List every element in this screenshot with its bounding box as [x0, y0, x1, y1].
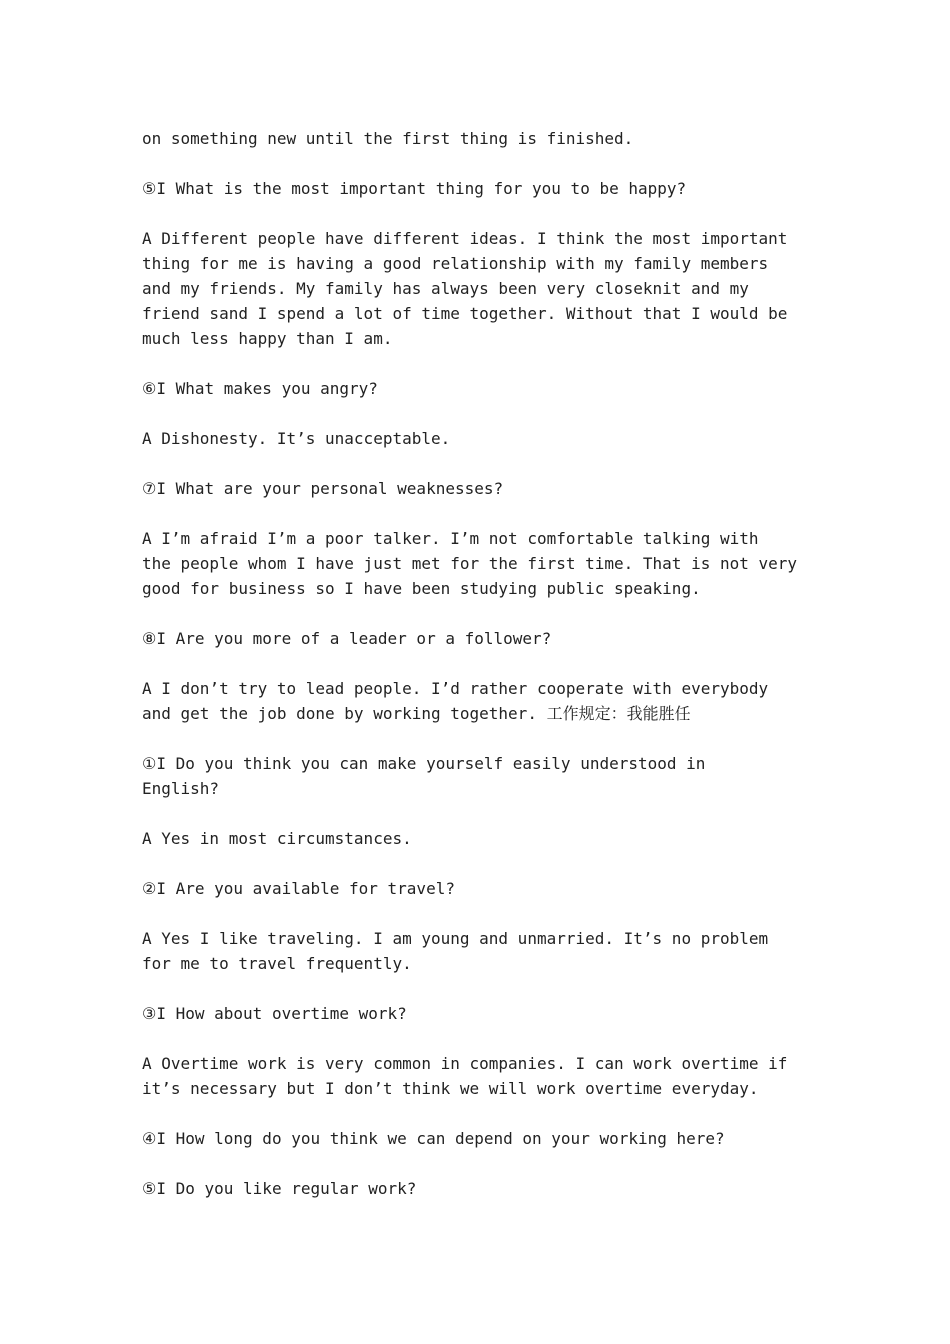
text-line: A Dishonesty. It’s unacceptable. — [142, 429, 451, 448]
text-line: and my friends. My family has always been very closeknit and my — [142, 279, 749, 298]
text-line: much less happy than I am. — [142, 329, 393, 348]
text-line: ②I Are you available for travel? — [142, 879, 455, 898]
text-line: A Yes I like traveling. I am young and unmarried. It’s no problem — [142, 929, 769, 948]
paragraph — [142, 751, 822, 801]
text-line: A Different people have different ideas. I think the most important — [142, 229, 788, 248]
text-line: A I’m afraid I’m a poor talker. I’m not comfortable talking with — [142, 529, 759, 548]
paragraph — [142, 1176, 822, 1201]
paragraph — [142, 526, 822, 601]
paragraph — [142, 1001, 822, 1026]
text-line: ④I How long do you think we can depend on your working here? — [142, 1129, 725, 1148]
paragraph — [142, 126, 822, 151]
paragraph — [142, 826, 822, 851]
paragraph — [142, 1126, 822, 1151]
text-line: and get the job done by working together. 工作规定：我能胜任 — [142, 704, 691, 723]
paragraph — [142, 226, 822, 351]
text-line: ⑤I What is the most important thing for you to be happy? — [142, 179, 687, 198]
text-line: ⑥I What makes you angry? — [142, 379, 378, 398]
paragraph — [142, 476, 822, 501]
text-line: the people whom I have just met for the first time. That is not very — [142, 554, 798, 573]
text-line: A Overtime work is very common in companies. I can work overtime if — [142, 1054, 788, 1073]
text-line: good for business so I have been studying public speaking. — [142, 579, 701, 598]
text-line: English? — [142, 779, 220, 798]
text-line: thing for me is having a good relationship with my family members — [142, 254, 769, 273]
text-line: ⑦I What are your personal weaknesses? — [142, 479, 504, 498]
paragraph — [142, 176, 822, 201]
text-line: friend sand I spend a lot of time together. Without that I would be — [142, 304, 788, 323]
text-line: ⑤I Do you like regular work? — [142, 1179, 417, 1198]
paragraph — [142, 626, 822, 651]
paragraph — [142, 676, 822, 726]
text-line: it’s necessary but I don’t think we will work overtime everyday. — [142, 1079, 759, 1098]
text-line: ③I How about overtime work? — [142, 1004, 407, 1023]
text-line: ①I Do you think you can make yourself easily understood in — [142, 754, 706, 773]
text-line: A Yes in most circumstances. — [142, 829, 412, 848]
text-line: ⑧I Are you more of a leader or a follower? — [142, 629, 552, 648]
paragraph — [142, 426, 822, 451]
text-line: on something new until the first thing is finished. — [142, 129, 634, 148]
paragraph — [142, 1051, 822, 1101]
paragraph — [142, 376, 822, 401]
paragraph — [142, 876, 822, 901]
paragraph — [142, 926, 822, 976]
text-line: for me to travel frequently. — [142, 954, 412, 973]
document-page — [142, 126, 822, 1226]
text-line: A I don’t try to lead people. I’d rather cooperate with everybody — [142, 679, 769, 698]
